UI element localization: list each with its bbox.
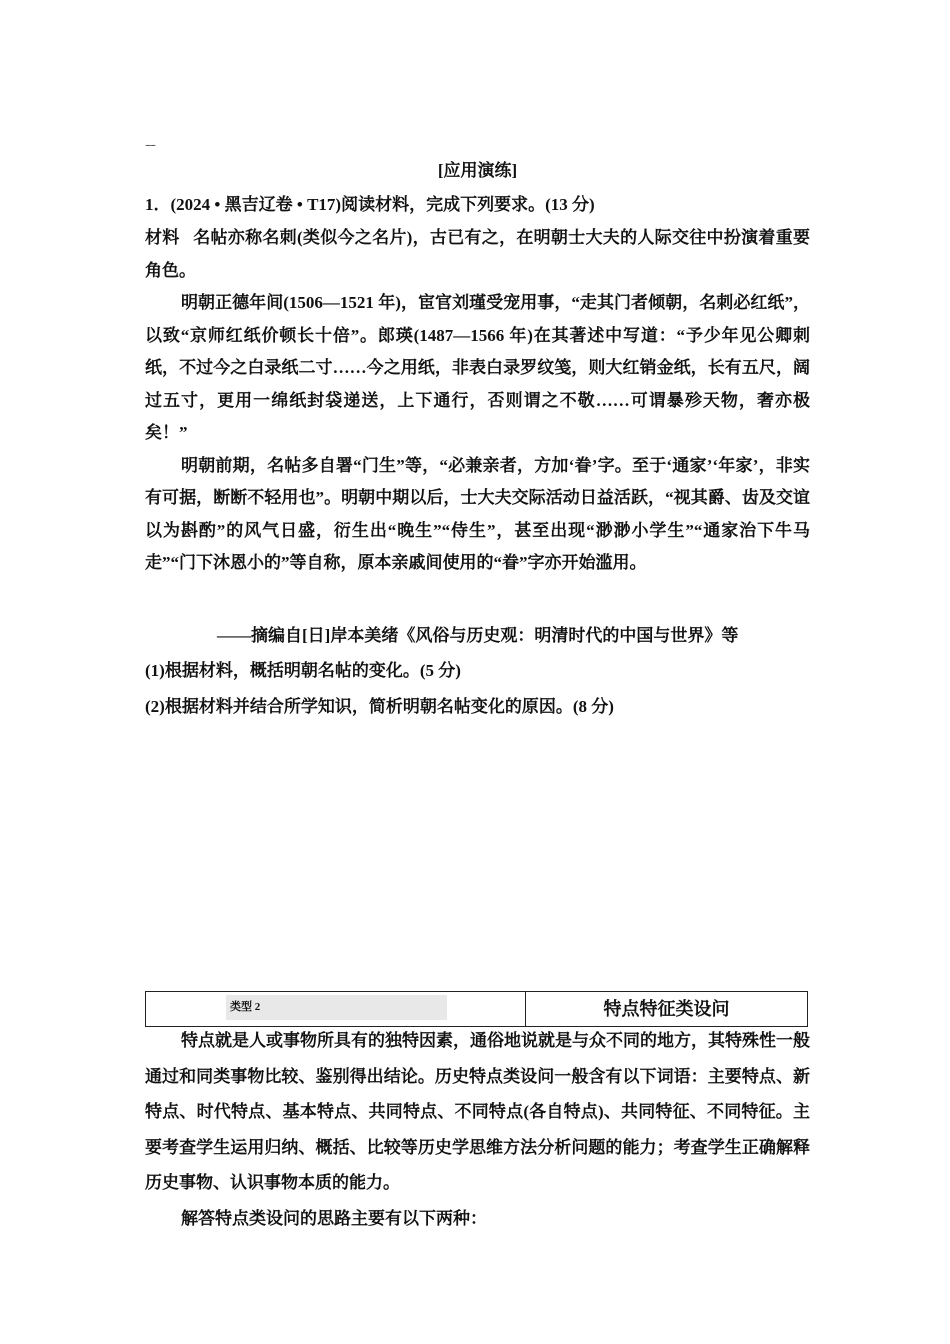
explanation-block bbox=[145, 1023, 810, 1236]
sub-question-2: (2)根据材料并结合所学知识，简析明朝名帖变化的原因。(8 分) bbox=[145, 697, 614, 716]
header-dots: ........ bbox=[145, 138, 155, 148]
type-title: 特点特征类设问 bbox=[603, 999, 730, 1019]
material-text-1: 名帖亦称名刺(类似今之名片)，古已有之，在明朝士大夫的人际交往中扮演着重要角色。 bbox=[145, 228, 811, 280]
type-header-table bbox=[145, 991, 808, 1027]
material-paragraph-1 bbox=[145, 222, 810, 287]
sub-question-1: (1)根据材料，概括明朝名帖的变化。(5 分) bbox=[145, 661, 461, 680]
material-paragraph-2: 明朝正德年间(1506—1521 年)，宦官刘瑾受宠用事，“走其门者倾朝，名刺必红纸”，以致“京师红纸价顿长十倍”。郎瑛(1487—1566 年)在其著述中写道：“予少年见公卿刺纸，不过今之白录纸二寸……今之用纸，非表白录罗纹笺，则大红销金纸，长有五尺，阔过五寸，更用一绵纸封袋递送，上下通行，否则谓之不敬……可谓暴殄天物，奢亦极矣！” bbox=[145, 293, 810, 442]
section-title: [应用演练] bbox=[437, 161, 518, 180]
type-tag: 类型 2 bbox=[226, 995, 447, 1020]
explanation-paragraph-1: 特点就是人或事物所具有的独特因素，通俗地说就是与众不同的地方，其特殊性一般通过和同类事物比较、鉴别得出结论。历史特点类设问一般含有以下词语：主要特点、新特点、时代特点、基本特点、共同特点、不同特点(各自特点)、共同特征、不同特征。主要考查学生运用归纳、概括、比较等历史学思维方法分析问题的能力；考查学生正确解释历史事物、认识事物本质的能力。 bbox=[145, 1031, 810, 1192]
material-source: ——摘编自[日]岸本美绪《风俗与历史观：明清时代的中国与世界》等 bbox=[217, 626, 739, 645]
material-label: 材料 bbox=[145, 228, 180, 247]
material-paragraph-3: 明朝前期，名帖多自署“门生”等，“必兼亲者，方加‘眷’字。至于‘通家’‘年家’，非实有可据，断断不轻用也”。明朝中期以后，士大夫交际活动日益活跃，“视其爵、齿及交谊以为斟酌”的风气日盛，衍生出“晚生”“侍生”，甚至出现“渺渺小学生”“通家治下牛马走”“门下沐恩小的”等自称，原本亲戚间使用的“眷”字亦开始滥用。 bbox=[145, 455, 810, 572]
material-block bbox=[145, 222, 810, 580]
explanation-paragraph-2: 解答特点类设问的思路主要有以下两种： bbox=[181, 1208, 487, 1228]
question-heading: 1．(2024 • 黑吉辽卷 • T17)阅读材料，完成下列要求。(13 分) bbox=[145, 195, 595, 214]
type-tag-cell bbox=[146, 992, 526, 1026]
